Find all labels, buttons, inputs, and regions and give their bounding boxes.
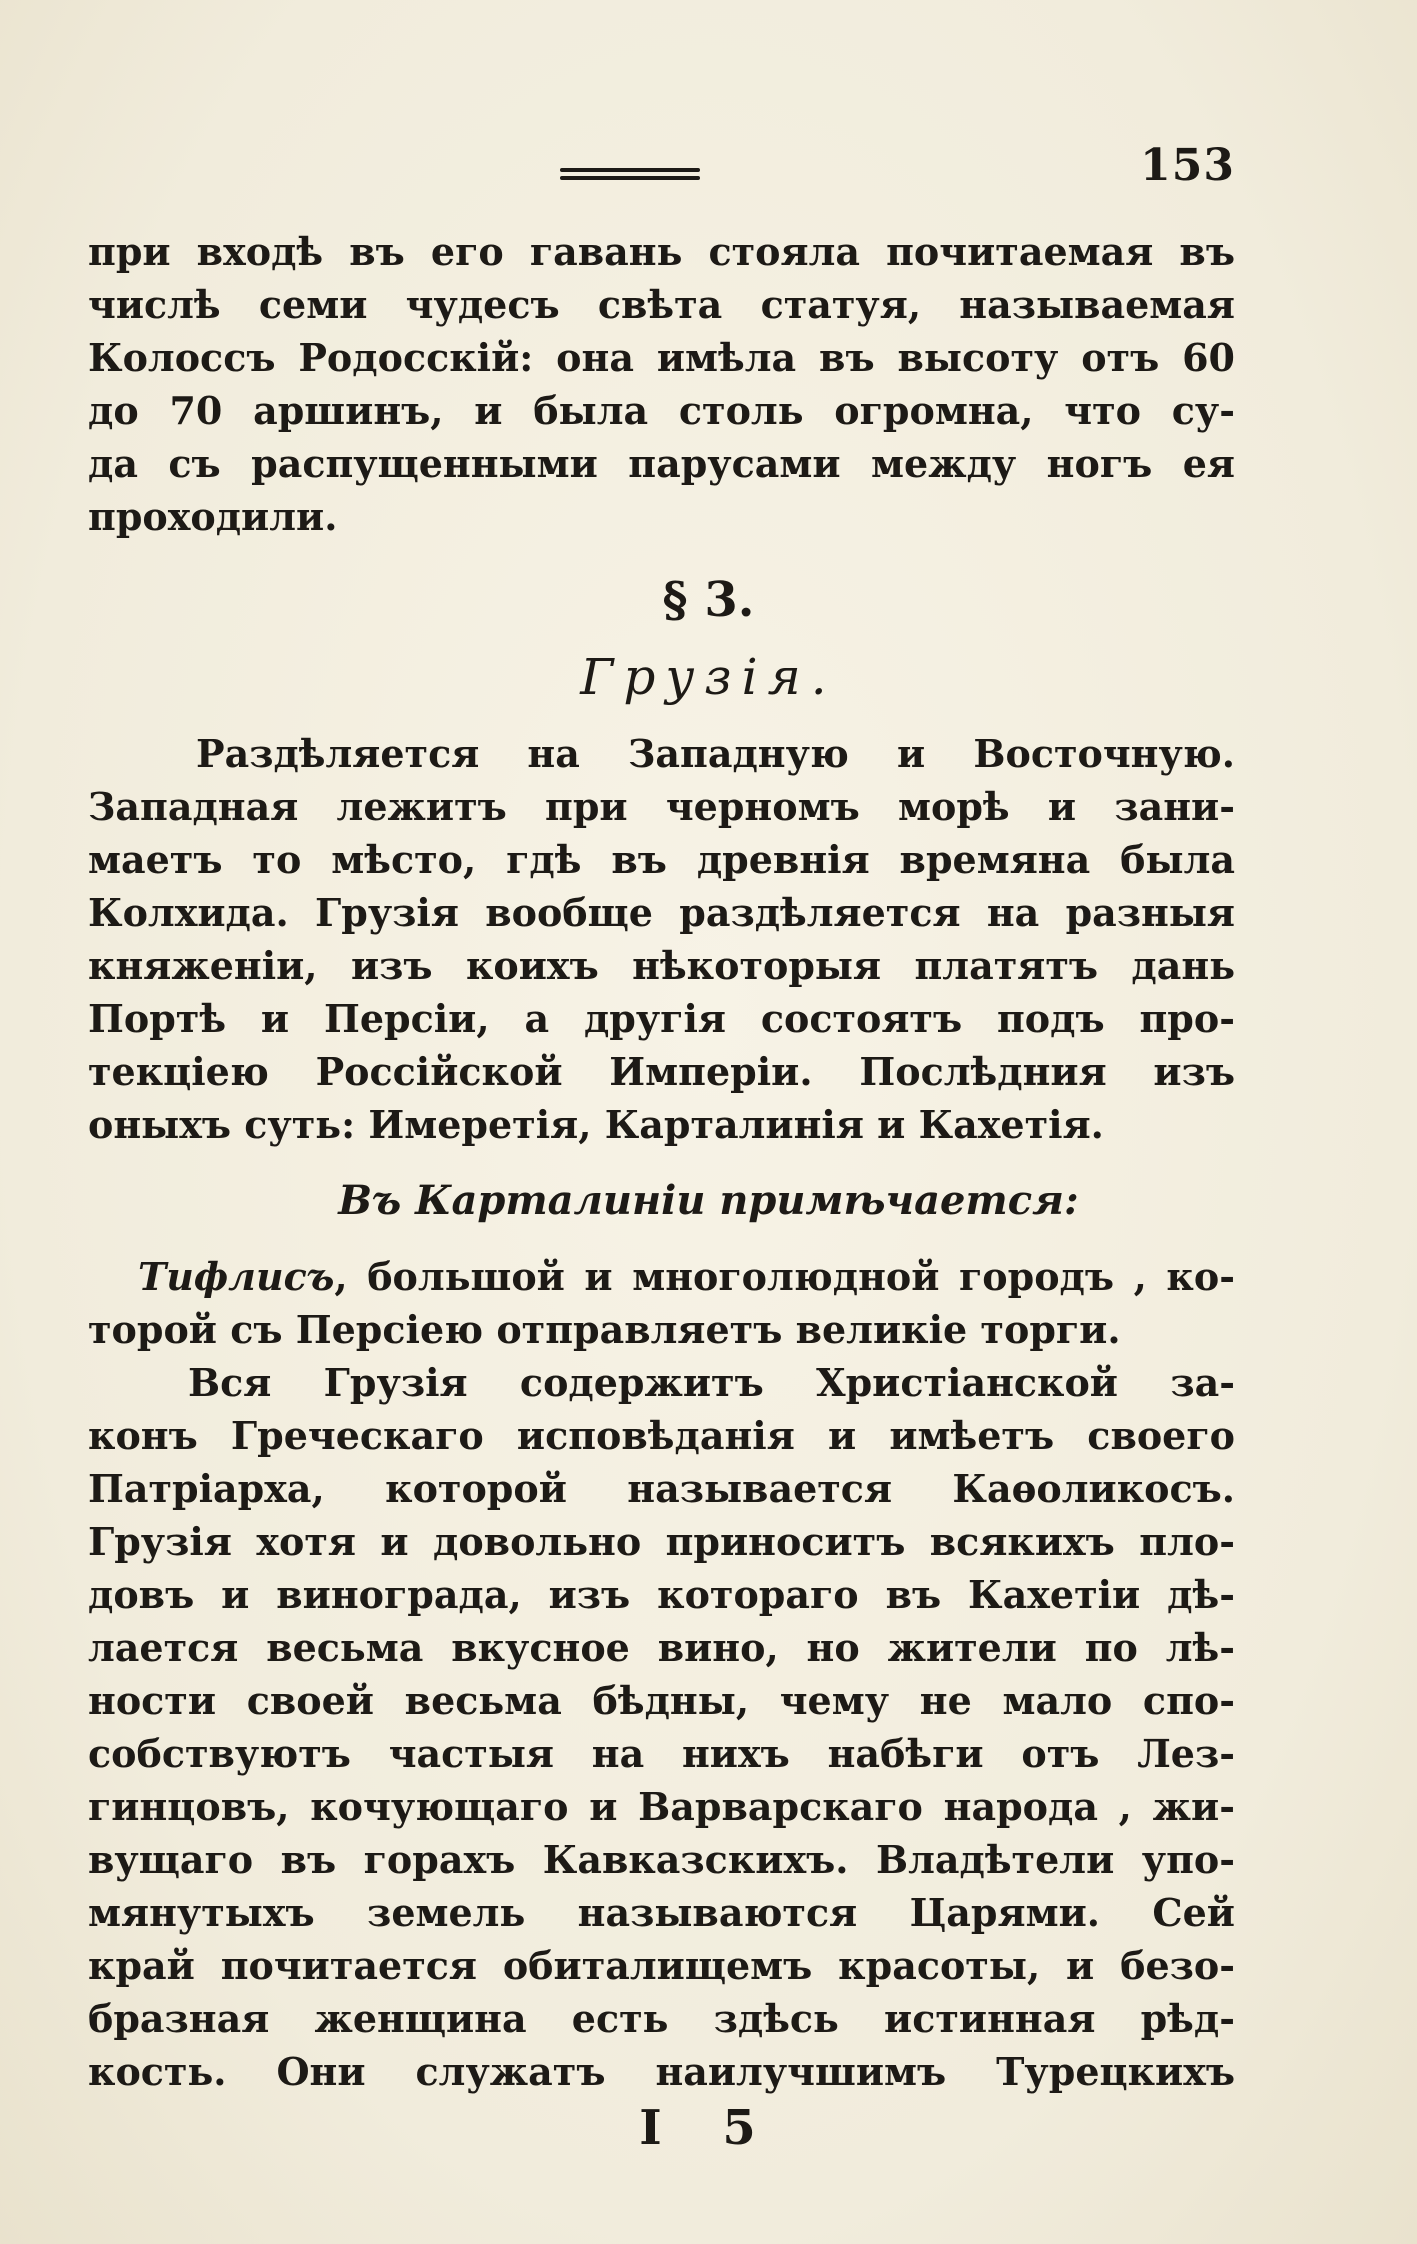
paragraph-colossus	[88, 225, 1235, 543]
text-line: Грузія хотя и довольно приноситъ всякихъ пло-	[88, 1519, 1235, 1564]
text-line: текціею Россійской Имперіи. Послѣдния изъ	[88, 1049, 1235, 1094]
text-line: Патріарха, которой называется Каѳоликосъ.	[88, 1466, 1235, 1511]
text-line: Западная лежитъ при черномъ морѣ и зани-	[88, 784, 1235, 829]
italic-city-name: Тифлисъ	[138, 1254, 335, 1299]
header-rule	[560, 168, 700, 184]
section-number: § 3.	[662, 572, 755, 628]
subheading: Въ Карталиніи примѣчается:	[338, 1177, 1079, 1224]
paragraph-georgia-intro	[88, 727, 1235, 1151]
text-line: конъ Греческаго исповѣданія и имѣетъ своего	[88, 1413, 1235, 1458]
text-line: гинцовъ, кочующаго и Варварскаго народа , жи-	[88, 1784, 1235, 1829]
text-fragment: , большой и многолюдной городъ , ко-	[334, 1254, 1235, 1299]
text-line	[88, 1250, 1235, 1303]
text-line: кость. Они служатъ наилучшимъ Турецкихъ	[88, 2049, 1235, 2094]
text-line: до 70 аршинъ, и была столь огромна, что су-	[88, 388, 1235, 433]
text-line: торой съ Персіею отправляетъ великіе торги.	[88, 1307, 1121, 1352]
text-line: при входѣ въ его гавань стояла почитаемая въ	[88, 229, 1235, 274]
text-line: Колоссъ Родосскій: она имѣла въ высоту отъ 60	[88, 335, 1235, 380]
text-line: довъ и винограда, изъ котораго въ Кахетіи дѣ-	[88, 1572, 1235, 1617]
text-line: бразная женщина есть здѣсь истинная рѣд-	[88, 1996, 1235, 2041]
signature-mark: I 5	[639, 2100, 778, 2156]
text-line: проходили.	[88, 494, 338, 539]
text-line: вущаго въ горахъ Кавказскихъ. Владѣтели упо-	[88, 1837, 1235, 1882]
text-line: маетъ то мѣсто, гдѣ въ древнія времяна была	[88, 837, 1235, 882]
paragraph-georgia-detail	[88, 1250, 1235, 2098]
text-line: собствуютъ частыя на нихъ набѣги отъ Лез-	[88, 1731, 1235, 1776]
text-line: Портѣ и Персіи, а другія состоятъ подъ про-	[88, 996, 1235, 1041]
page-number: 153	[1140, 140, 1235, 191]
text-line: край почитается обиталищемъ красоты, и безо-	[88, 1943, 1235, 1988]
text-line: числѣ семи чудесъ свѣта статуя, называемая	[88, 282, 1235, 327]
section-title: Грузія.	[580, 648, 837, 706]
text-line: мянутыхъ земель называются Царями. Сей	[88, 1890, 1235, 1935]
text-line: оныхъ суть: Имеретія, Карталинія и Кахетія.	[88, 1102, 1104, 1147]
text-line: Раздѣляется на Западную и Восточную.	[196, 731, 1235, 776]
text-line: княженіи, изъ коихъ нѣкоторыя платятъ дань	[88, 943, 1235, 988]
text-line: лается весьма вкусное вино, но жители по лѣ-	[88, 1625, 1235, 1670]
text-line: Вся Грузія содержитъ Христіанской за-	[188, 1360, 1235, 1405]
text-line: да съ распущенными парусами между ногъ ея	[88, 441, 1235, 486]
text-line: Колхида. Грузія вообще раздѣляется на разныя	[88, 890, 1235, 935]
text-line: ности своей весьма бѣдны, чему не мало спо-	[88, 1678, 1235, 1723]
